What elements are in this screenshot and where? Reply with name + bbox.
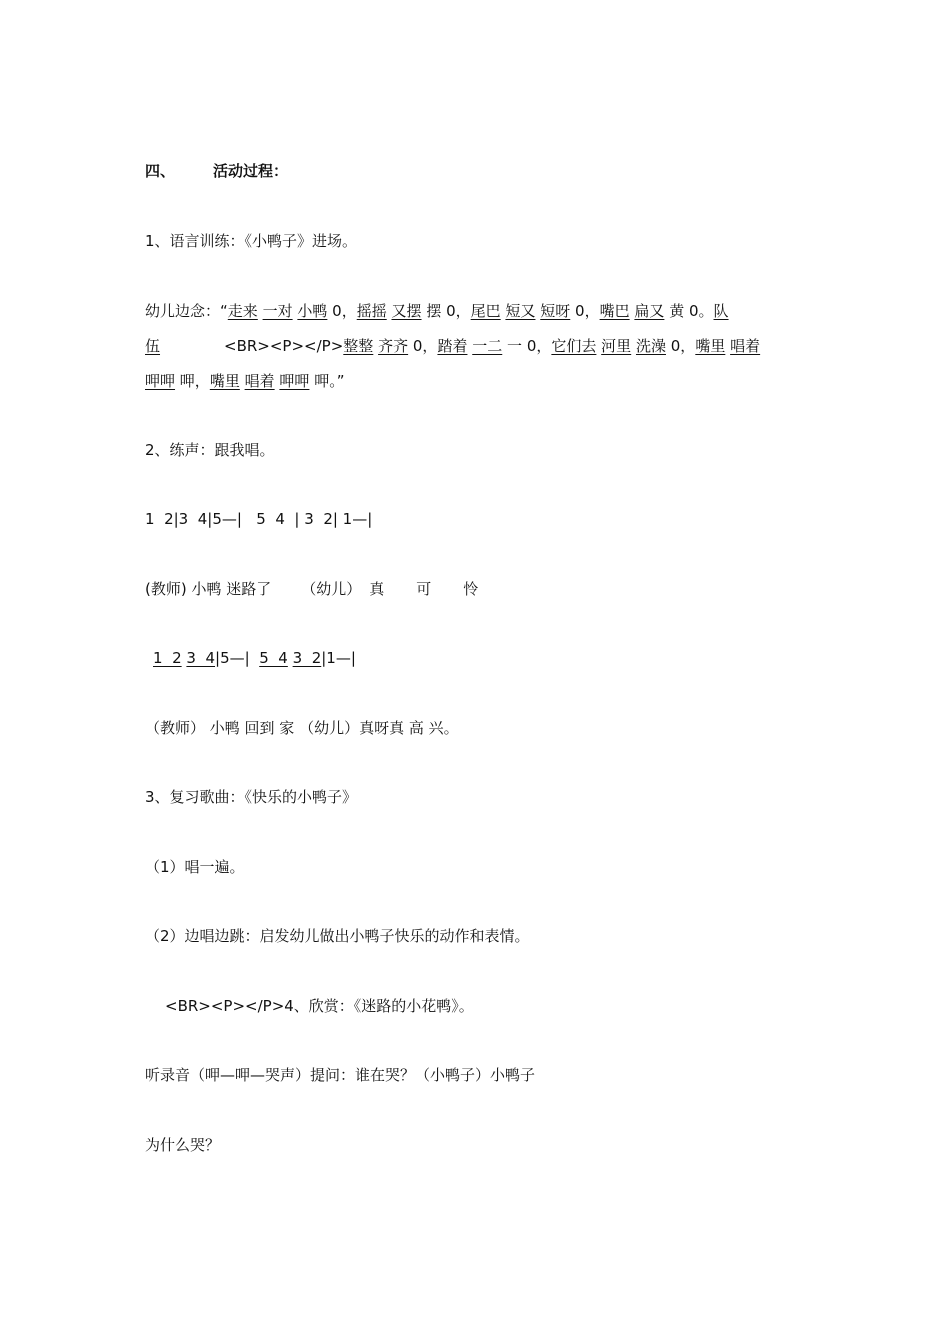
notation-group: |5—| [215,649,260,667]
chant-word: 黄 [669,302,685,320]
chant-line-1 [145,300,729,322]
notation-group: 1 2 [153,649,182,667]
item-1-language-training: 1、语言训练：《小鸭子》进场。 [145,232,358,250]
chant-word: 伍 [145,337,161,355]
notation-line-2 [153,647,356,669]
step-1: （1）唱一遍。 [145,858,245,876]
chant-word: 扁又 [634,302,665,320]
chant-word: 呷呷 [145,372,176,390]
chant-word: 又摆 [391,302,422,320]
chant-word: 0。 [688,302,714,320]
chant-word: 踏着 [437,337,468,355]
chant-word: 唱着 [244,372,275,390]
chant-word: 摆 [426,302,442,320]
chant-word: 摇摇 [356,302,387,320]
section-heading [145,160,288,182]
lyric-word: 怜 [463,580,479,598]
chant-word: 呷， [179,372,210,390]
item-2-vocal-practice: 2、练声：跟我唱。 [145,441,275,459]
heading-number: 四、 [145,162,176,180]
chant-word: 0， [412,337,438,355]
chant-word: 0， [526,337,552,355]
lyric-teacher: (教师) 小鸭 迷路了 [145,580,272,598]
chant-word: 它们去 [551,337,597,355]
lyric-word: 真 [369,580,385,598]
chant-word: 唱着 [730,337,761,355]
item-3-song-review: 3、复习歌曲：《快乐的小鸭子》 [145,788,358,806]
notation-group: 5 4 [259,649,288,667]
chant-word: 一对 [262,302,293,320]
chant-word: 队 [713,302,729,320]
chant-word: 一 [507,337,523,355]
chant-markup-text: <BR><P></P> [224,337,344,355]
chant-word: 0， [670,337,696,355]
step-2: （2）边唱边跳：启发幼儿做出小鸭子快乐的动作和表情。 [145,927,530,945]
listen-question: 听录音（呷—呷—哭声）提问：谁在哭？（小鸭子）小鸭子 [145,1066,536,1084]
chant-line-3 [145,370,344,392]
chant-word: 洗澡 [635,337,666,355]
chant-word: 嘴里 [209,372,240,390]
chant-prefix: 幼儿边念：“ [145,302,228,320]
lyrics-line-2: （教师） 小鸭 回到 家 （幼儿）真呀真 高 兴。 [145,719,459,737]
notation-group: 3 4 [186,649,216,667]
chant-word: 短呀 [540,302,571,320]
chant-word: 尾巴 [470,302,501,320]
chant-word: 小鸭 [297,302,328,320]
chant-word: 呷。” [314,372,345,390]
heading-title: 活动过程： [213,162,289,180]
notation-group: 3 2 [292,649,322,667]
chant-word: 0， [446,302,471,320]
notation-group: |1—| [321,649,356,667]
lyrics-line-1 [145,578,478,600]
item-4-appreciation: <BR><P></P>4、欣赏：《迷路的小花鸭》。 [165,997,474,1015]
why-question: 为什么哭？ [145,1136,221,1154]
chant-word: 短又 [505,302,536,320]
notation-line-1: 1 2|3 4|5—| 5 4 | 3 2| 1—| [145,510,373,528]
chant-word: 0， [332,302,357,320]
chant-word: 河里 [601,337,632,355]
lyric-child-label: （幼儿） [301,580,362,598]
chant-word: 嘴巴 [599,302,630,320]
chant-word: 0， [575,302,600,320]
chant-word: 嘴里 [695,337,726,355]
chant-word: 齐齐 [378,337,409,355]
chant-word: 走来 [227,302,258,320]
chant-line-2 [145,335,760,357]
chant-word: 呷呷 [279,372,310,390]
chant-word: 整整 [343,337,374,355]
lyric-word: 可 [416,580,432,598]
chant-word: 一二 [472,337,503,355]
